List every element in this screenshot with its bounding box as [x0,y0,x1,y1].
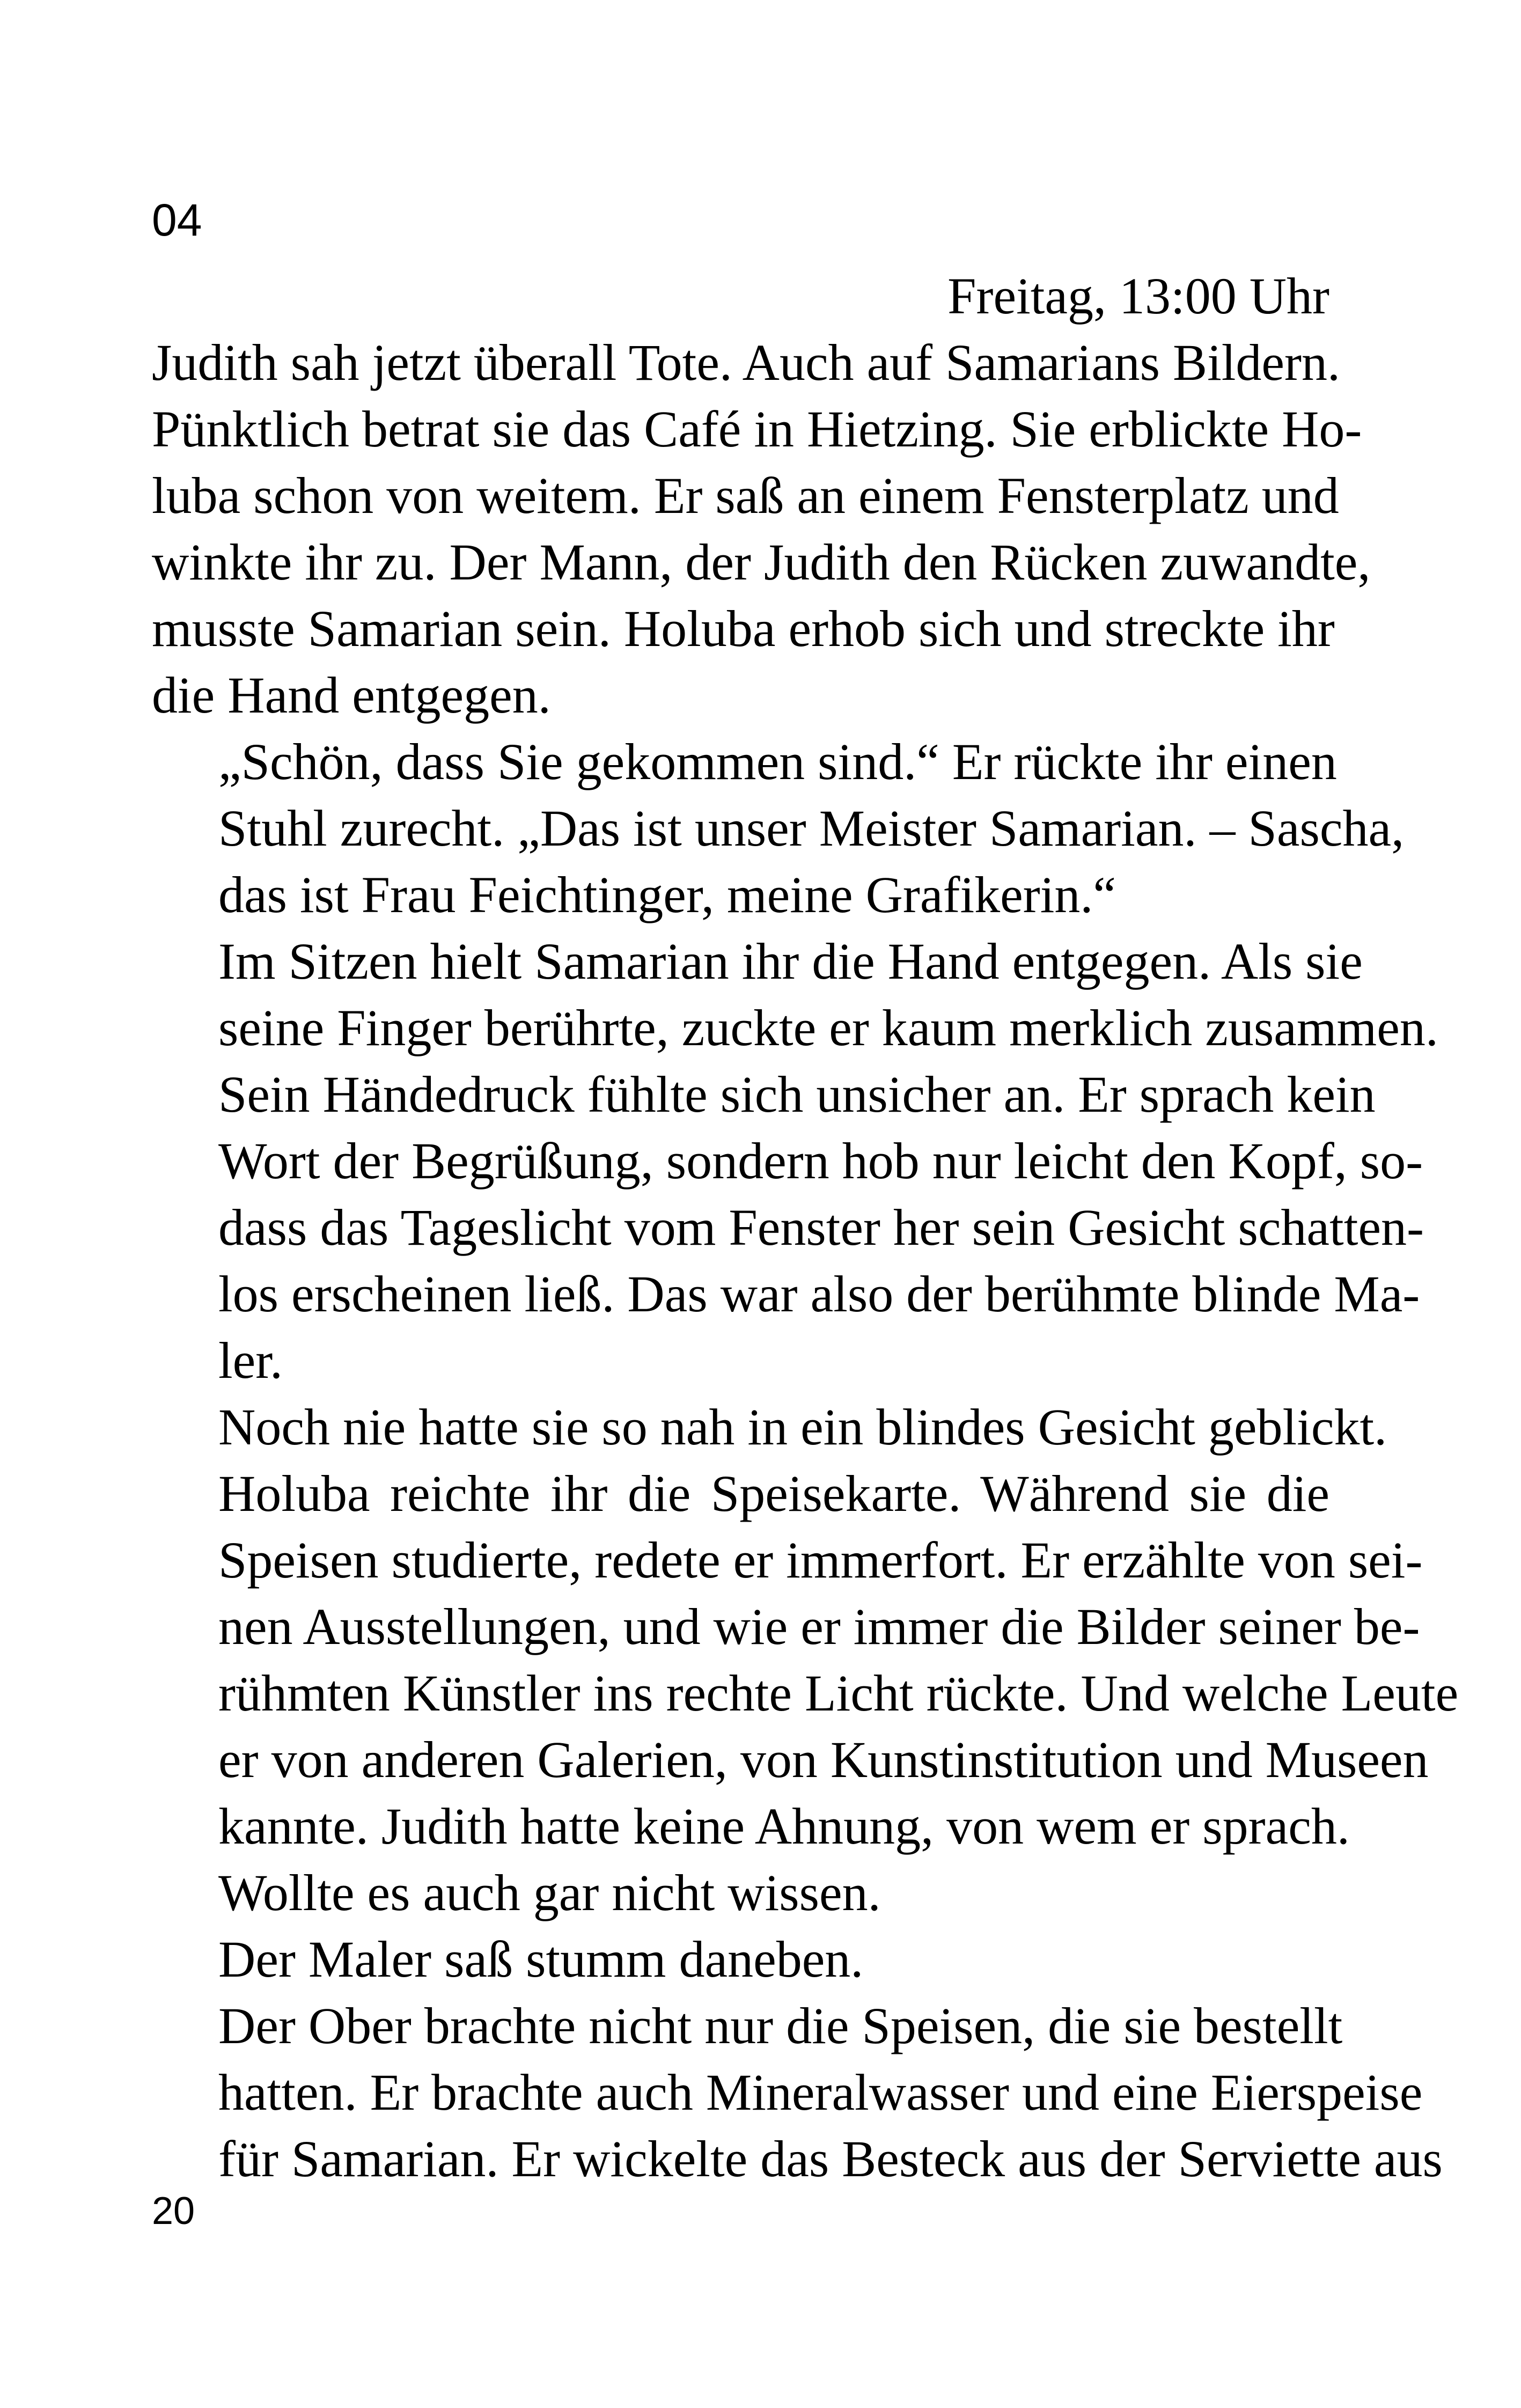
text-line: nen Ausstellungen, und wie er immer die Bilder seiner be- [218,1598,1420,1655]
paragraph [152,1926,1329,1993]
text-line: Stuhl zurecht. „Das ist unser Meister Samarian. – Sascha, [218,799,1405,857]
text-line: die Hand entgegen. [152,666,551,724]
page-number: 20 [152,2190,195,2233]
text-line: er von anderen Galerien, von Kunstinstitution und Museen [218,1731,1429,1788]
text-line: kannte. Judith hatte keine Ahnung, von wem er sprach. [218,1797,1350,1855]
text-line: Noch nie hatte sie so nah in ein blindes Gesicht geblickt. [218,1398,1387,1456]
paragraph [152,928,1438,1394]
paragraph [152,1394,1387,1460]
text-line: dass das Tageslicht vom Fenster her sein Gesicht schatten- [218,1199,1424,1256]
paragraph [152,729,1405,928]
body-text [152,263,1459,2192]
text-line: luba schon von weitem. Er saß an einem Fensterplatz und [152,467,1339,524]
text-line: winkte ihr zu. Der Mann, der Judith den Rücken zuwandte, [152,533,1371,591]
text-line: das ist Frau Feichtinger, meine Grafikerin.“ [218,866,1116,923]
text-line: Im Sitzen hielt Samarian ihr die Hand entgegen. Als sie [218,933,1363,990]
text-line: Judith sah jetzt überall Tote. Auch auf Samarians Bildern. [152,334,1340,391]
paragraph [152,1460,1459,1926]
dateline: Freitag, 13:00 Uhr [947,267,1329,325]
text-line: Pünktlich betrat sie das Café in Hietzing. Sie erblickte Ho- [152,400,1362,458]
text-line: los erscheinen ließ. Das war also der berühmte blinde Ma- [218,1265,1420,1323]
text-line: Wollte es auch gar nicht wissen. [218,1864,881,1921]
text-line: musste Samarian sein. Holuba erhob sich und streckte ihr [152,600,1335,657]
chapter-number: 04 [152,195,202,245]
text-line: „Schön, dass Sie gekommen sind.“ Er rückte ihr einen [218,733,1337,790]
text-line: seine Finger berührte, zuckte er kaum merklich zusammen. [218,999,1438,1056]
text-line: für Samarian. Er wickelte das Besteck aus der Serviette aus [218,2130,1443,2187]
text-line: Speisen studierte, redete er immerfort. Er erzählte von sei- [218,1531,1423,1589]
text-line: ler. [218,1332,283,1389]
paragraph [152,1993,1443,2192]
text-line: rühmten Künstler ins rechte Licht rückte. Und welche Leute [218,1664,1459,1722]
text-line: Holuba reichte ihr die Speisekarte. Während sie die [218,1465,1329,1522]
paragraph [152,329,1371,729]
text-line: Der Maler saß stumm daneben. [218,1930,864,1988]
text-line: Sein Händedruck fühlte sich unsicher an. Er sprach kein [218,1066,1376,1123]
text-line: Der Ober brachte nicht nur die Speisen, die sie bestellt [218,1997,1343,2054]
text-line: Wort der Begrüßung, sondern hob nur leicht den Kopf, so- [218,1132,1423,1190]
text-line: hatten. Er brachte auch Mineralwasser und eine Eierspeise [218,2064,1423,2121]
